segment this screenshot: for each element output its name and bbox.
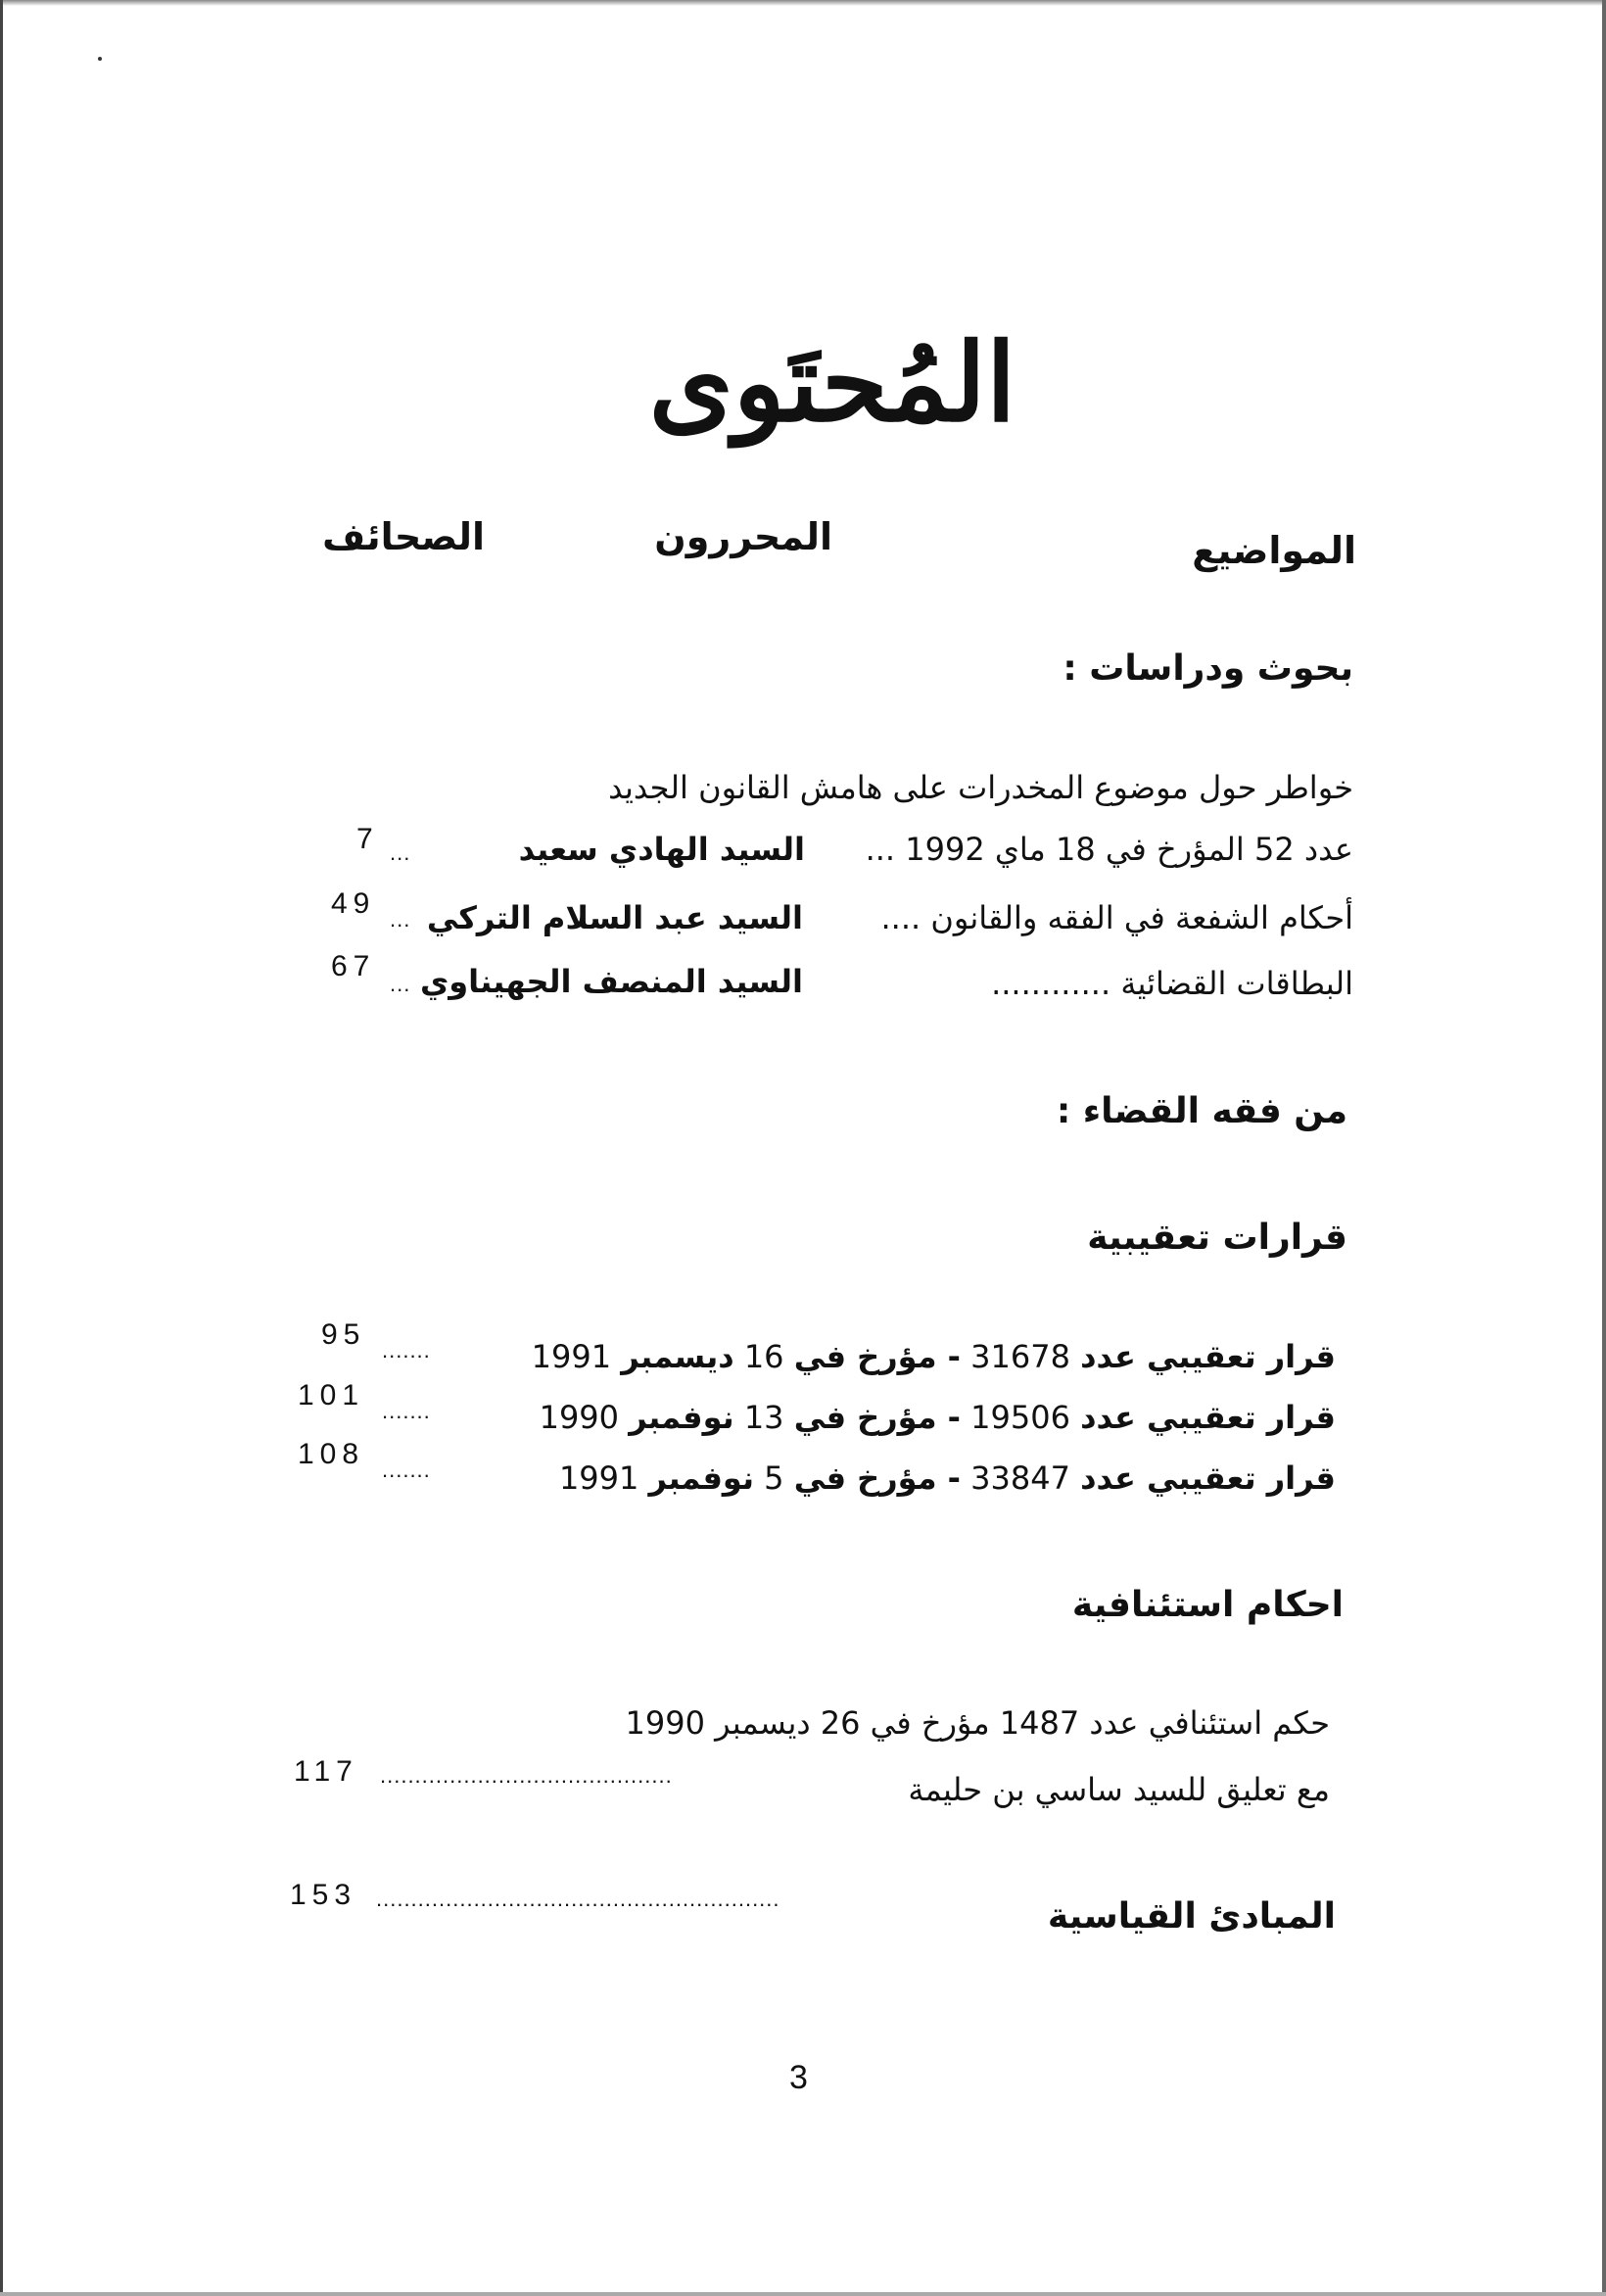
dot-leader: ....... xyxy=(382,1338,431,1363)
entry-page-number: 117 xyxy=(294,1755,358,1788)
decision-month: نوفمبر xyxy=(648,1459,754,1497)
decision-type: قرار تعقيبي عدد xyxy=(1080,1399,1336,1436)
section-heading-research: بحوث ودراسات : xyxy=(1063,648,1353,689)
entry-title-line: خواطر حول موضوع المخدرات على هامش القانون الجديد xyxy=(608,769,1353,806)
entry-page-number: 49 xyxy=(331,887,376,920)
decision-day: 5 xyxy=(764,1459,784,1497)
subsection-heading-cassation: قرارات تعقيبية xyxy=(1087,1218,1347,1258)
entry-page-number: 95 xyxy=(321,1318,366,1351)
decision-date-prefix: - مؤرخ في xyxy=(793,1459,961,1497)
dot-leader: ....... xyxy=(382,1399,431,1423)
entry-author: السيد الهادي سعيد xyxy=(518,831,805,868)
entry-page-number: 108 xyxy=(298,1438,365,1470)
decision-date-prefix: - مؤرخ في xyxy=(793,1338,961,1375)
section-heading-jurisprudence: من فقه القضاء : xyxy=(1056,1091,1347,1131)
section-heading-principles: المبادئ القياسية xyxy=(1047,1896,1336,1937)
entry-author: السيد المنصف الجهيناوي xyxy=(419,963,803,1000)
entry-title-line: عدد 52 المؤرخ في 18 ماي 1992 ... xyxy=(865,831,1353,868)
entry-page-number: 101 xyxy=(298,1379,365,1411)
appeal-line-2: مع تعليق للسيد ساسي بن حليمة xyxy=(908,1771,1330,1808)
entry-title-line: أحكام الشفعة في الفقه والقانون .... xyxy=(880,899,1353,936)
dot-leader: .......................................................... xyxy=(376,1887,780,1911)
entry-title-line: البطاقات القضائية ............ xyxy=(991,965,1353,1002)
dot-leader: ... xyxy=(390,840,411,865)
page-edge-right xyxy=(1602,0,1606,2296)
entry-page-number: 7 xyxy=(356,823,379,855)
entry-author: السيد عبد السلام التركي xyxy=(426,899,803,936)
column-header-editors: المحررون xyxy=(654,515,832,558)
page-edge-bottom xyxy=(0,2292,1606,2296)
decision-year: 1991 xyxy=(558,1459,639,1497)
decision-label xyxy=(540,1399,1336,1436)
decision-year: 1990 xyxy=(539,1399,620,1436)
page-number: 3 xyxy=(789,2059,808,2096)
subsection-heading-appeals: احكام استئنافية xyxy=(1071,1585,1344,1625)
decision-month: ديسمبر xyxy=(621,1338,734,1375)
decision-date-prefix: - مؤرخ في xyxy=(793,1399,961,1436)
scan-speck xyxy=(98,57,102,61)
decision-number: 19506 xyxy=(970,1399,1070,1436)
dot-leader: .......................................... xyxy=(380,1763,673,1788)
decision-year: 1991 xyxy=(531,1338,612,1375)
dot-leader: ....... xyxy=(382,1458,431,1482)
decision-type: قرار تعقيبي عدد xyxy=(1080,1338,1336,1375)
entry-page-number: 67 xyxy=(331,950,376,982)
decision-number: 31678 xyxy=(970,1338,1070,1375)
decision-day: 16 xyxy=(743,1338,784,1375)
entry-page-number: 153 xyxy=(290,1879,357,1911)
page-edge-top xyxy=(0,0,1606,6)
decision-month: نوفمبر xyxy=(629,1399,734,1436)
column-header-pages: الصحائف xyxy=(322,515,485,558)
decision-label xyxy=(559,1459,1336,1497)
dot-leader: ... xyxy=(390,907,411,932)
decision-day: 13 xyxy=(743,1399,784,1436)
decision-type: قرار تعقيبي عدد xyxy=(1080,1459,1336,1497)
column-header-topics: المواضيع xyxy=(1192,529,1356,572)
page-title: المُحتَوى xyxy=(648,318,1016,446)
decision-number: 33847 xyxy=(970,1459,1070,1497)
dot-leader: ... xyxy=(390,972,411,996)
page-edge-left xyxy=(0,0,3,2296)
decision-label xyxy=(532,1338,1336,1375)
appeal-line-1: حكم استئنافي عدد 1487 مؤرخ في 26 ديسمبر 1990 xyxy=(625,1704,1330,1742)
